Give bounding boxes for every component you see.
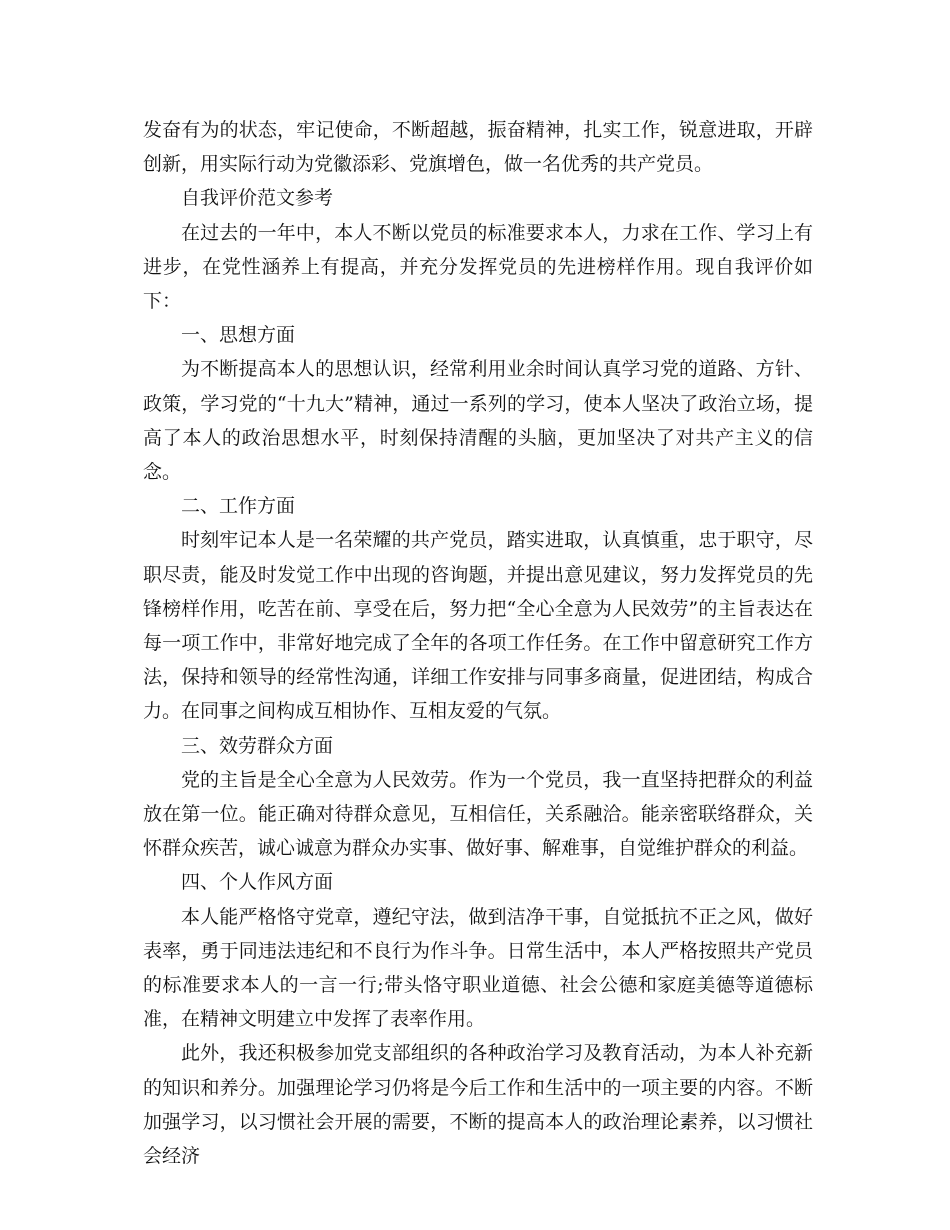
paragraph-additional: 此外，我还积极参加党支部组织的各种政治学习及教育活动，为本人补充新的知识和养分。加强理论学习仍将是今后工作和生活中的一项主要的内容。不断加强学习，以习惯社会开展的需要，不断的提高本人的政治理论素养，以习惯社会经济 <box>143 1042 813 1168</box>
paragraph-work: 时刻牢记本人是一名荣耀的共产党员，踏实进取，认真慎重，忠于职守，尽职尽责，能及时发觉工作中出现的咨询题，并提出意见建议，努力发挥党员的先锋榜样作用，吃苦在前、享受在后，努力把“全心全意为人民效劳”的主旨表达在每一项工作中，非常好地完成了全年的各项工作任务。在工作中留意研究工作方法，保持和领导的经常性沟通，详细工作安排与同事多商量，促进团结，构成合力。在同事之间构成互相协作、互相友爱的气氛。 <box>143 529 813 723</box>
section-heading-thought: 一、思想方面 <box>181 324 296 347</box>
paragraph-intro: 在过去的一年中，本人不断以党员的标准要求本人，力求在工作、学习上有进步，在党性涵养上有提高，并充分发挥党员的先进榜样作用。现自我评价如下： <box>143 221 813 313</box>
section-heading-conduct: 四、个人作风方面 <box>181 871 334 894</box>
document-body <box>143 113 813 1173</box>
section-heading-work: 二、工作方面 <box>181 495 296 518</box>
paragraph-conduct: 本人能严格恪守党章，遵纪守法，做到洁净干事，自觉抵抗不正之风，做好表率，勇于同违法违纪和不良行为作斗争。日常生活中，本人严格按照共产党员的标准要求本人的一言一行;带头恪守职业道德、社会公德和家庭美德等道德标准，在精神文明建立中发挥了表率作用。 <box>143 905 813 1031</box>
section-heading-service: 三、效劳群众方面 <box>181 734 334 757</box>
paragraph-thought: 为不断提高本人的思想认识，经常利用业余时间认真学习党的道路、方针、政策，学习党的“十九大”精神，通过一系列的学习，使本人坚决了政治立场，提高了本人的政治思想水平，时刻保持清醒的头脑，更加坚决了对共产主义的信念。 <box>143 358 813 484</box>
section-heading-reference: 自我评价范文参考 <box>181 187 334 210</box>
paragraph-continuation: 发奋有为的状态，牢记使命，不断超越，振奋精神，扎实工作，锐意进取，开辟创新，用实际行动为党徽添彩、党旗增色，做一名优秀的共产党员。 <box>143 119 813 176</box>
paragraph-service: 党的主旨是全心全意为人民效劳。作为一个党员，我一直坚持把群众的利益放在第一位。能正确对待群众意见，互相信任，关系融洽。能亲密联络群众，关怀群众疾苦，诚心诚意为群众办实事、做好事、解难事，自觉维护群众的利益。 <box>143 768 813 860</box>
